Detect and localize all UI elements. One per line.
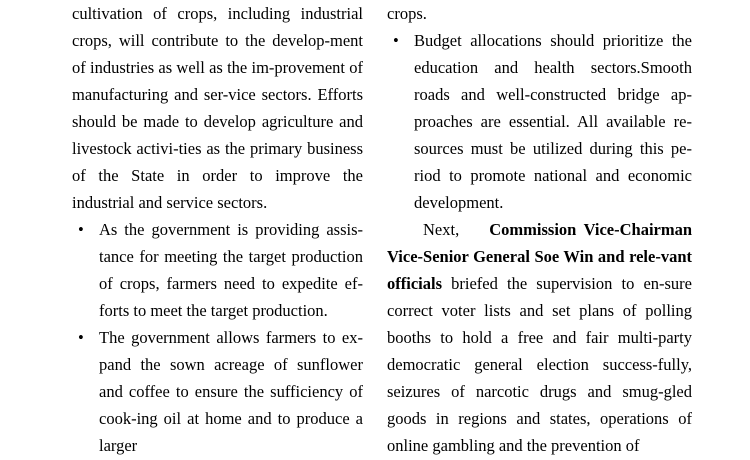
right-column xyxy=(375,0,750,460)
list-item xyxy=(72,324,363,459)
bullet-icon: • xyxy=(78,328,84,347)
list-item-text: As the government is providing assis-tance for meeting the target production of crops, farmers need to expedite ef-forts to meet the target production. xyxy=(99,220,363,320)
list-item xyxy=(387,27,692,216)
closing-bold-phrase: Commission Vice-Chairman Vice-Senior General Soe Win and rele-vant officials xyxy=(387,220,692,293)
bullet-icon: • xyxy=(78,220,84,239)
list-item-text: The government allows farmers to ex-pand the sown acreage of sunflower and coffee to ensure the sufficiency of cook-ing oil at home and to produce a larger xyxy=(99,328,363,455)
right-continued-line: crops. xyxy=(387,4,427,23)
closing-paragraph xyxy=(387,216,692,459)
left-continued-paragraph: cultivation of crops, including industrial crops, will contribute to the develop-ment of industries as well as the im-provement of manufacturing and ser-vice sectors. Efforts should be made to develop agriculture and livestock activi-ties as the primary business of the State in order to improve the industrial and service sectors. xyxy=(72,4,363,212)
bullet-icon: • xyxy=(393,31,399,50)
list-item xyxy=(72,216,363,324)
closing-rest: briefed the supervision to en-sure correct voter lists and set plans of polling booths to hold a free and fair multi-party democratic general election success-fully, seizures of narcotic drugs and smug-gled goods in regions and states, operations of online gambling and the prevention of xyxy=(387,274,692,455)
list-item-text: Budget allocations should prioritize the education and health sectors.Smooth roads and well-constructed bridge ap-proaches are essential. All available re-sources must be utilized during this pe-riod to promote national and economic development. xyxy=(414,31,692,212)
closing-lead-in: Next, xyxy=(423,220,460,239)
